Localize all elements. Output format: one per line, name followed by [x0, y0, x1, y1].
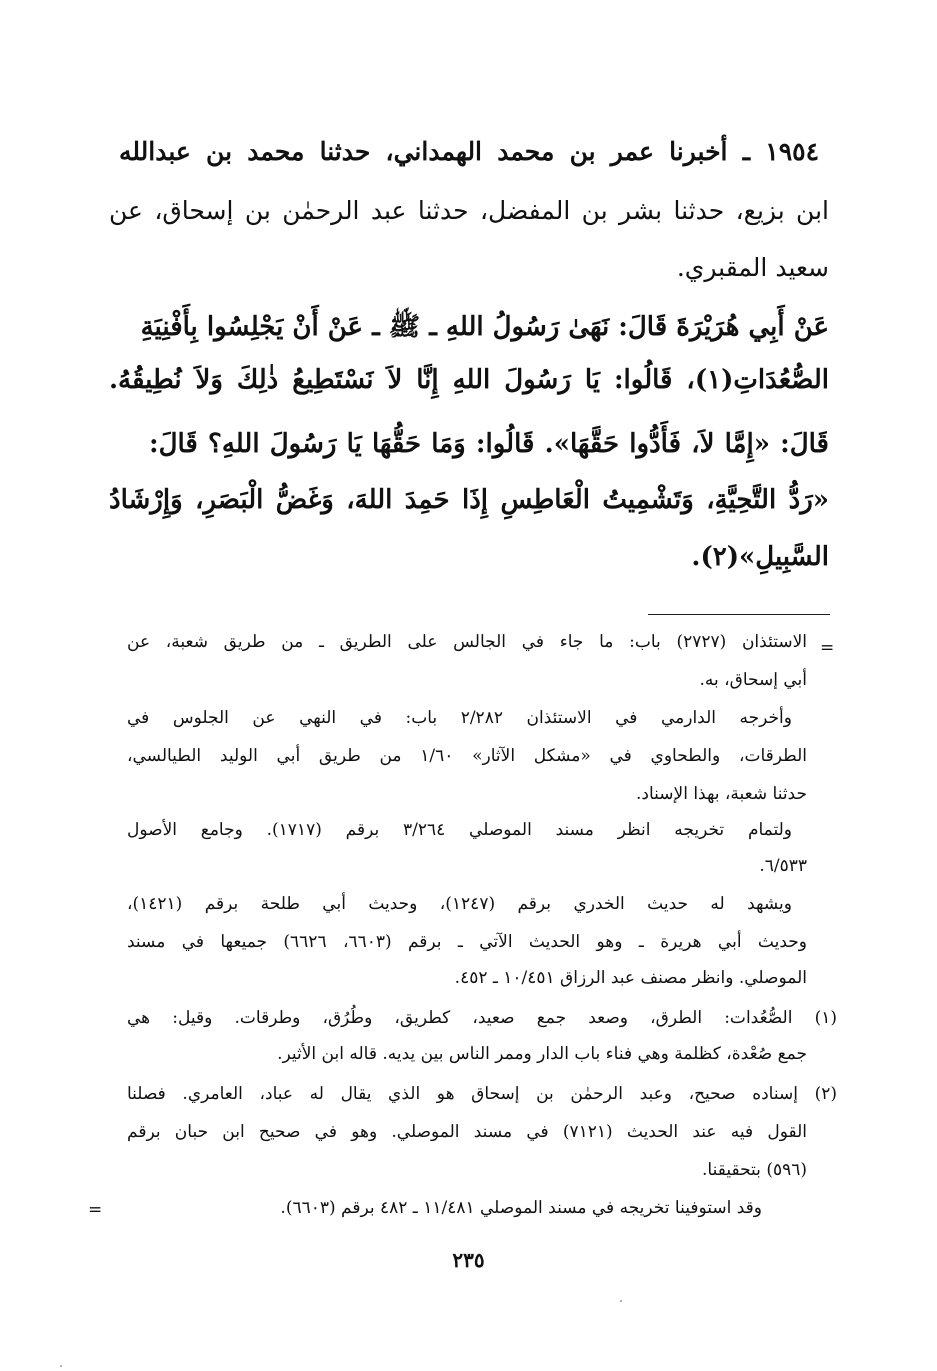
- isnad-line-2: ابن بزيع، حدثنا بشر بن المفضل، حدثنا عبد الرحمٰن بن إسحاق، عن: [109, 196, 829, 225]
- footnote-line: ولتمام تخريجه انظر مسند الموصلي ٣/٢٦٤ برقم (١٧١٧). وجامع الأصول: [127, 820, 793, 840]
- hadith-line-3: قَالَ: «إِمَّا لاَ، فَأَدُّوا حَقَّهَا». قَالُوا: وَمَا حَقُّهَا يَا رَسُولَ اللهِ؟ قَالَ:: [149, 429, 829, 459]
- footnote-separator: [648, 614, 830, 615]
- page-number: ٢٣٥: [452, 1248, 485, 1272]
- footnote-line: ويشهد له حديث الخدري برقم (١٢٤٧)، وحديث أبي طلحة برقم (١٤٢١)،: [127, 894, 792, 914]
- isnad-line-3: سعيد المقبري.: [676, 253, 829, 282]
- hadith-line-1: عَنْ أَبِي هُرَيْرَةَ قَالَ: نَهَىٰ رَسُولُ اللهِ ـ ﷺ ـ عَنْ أَنْ يَجْلِسُوا بِأَفْنِيَةِ: [140, 312, 829, 342]
- hadith-line-2: الصُّعُدَاتِ(١)، قَالُوا: يَا رَسُولَ اللهِ إِنَّا لاَ نَسْتَطِيعُ ذٰلِكَ وَلاَ نُطِيقُهُ.: [109, 365, 829, 395]
- footnote-continuation-marker: =: [820, 638, 835, 658]
- scan-speck: [60, 1365, 62, 1367]
- footnote-line: وأخرجه الدارمي في الاستئذان ٢/٢٨٢ باب: في النهي عن الجلوس في: [127, 708, 792, 728]
- footnote-line: وقد استوفينا تخريجه في مسند الموصلي ١١/٤٨١ ـ ٤٨٢ برقم (٦٦٠٣).: [280, 1198, 762, 1218]
- hadith-line-5: السَّبِيلِ»(٢).: [691, 542, 829, 572]
- hadith-line-4: «رَدُّ التَّحِيَّةِ، وَتَشْمِيتُ الْعَاطِسِ إِذَا حَمِدَ اللهَ، وَغَضُّ الْبَصَرِ، وَإِرْشَادُ: [109, 485, 829, 515]
- footnote-line: حدثنا شعبة، بهذا الإسناد.: [635, 784, 807, 804]
- scan-speck: [620, 1300, 622, 1302]
- footnote-line: الموصلي. وانظر مصنف عبد الرزاق ١٠/٤٥١ ـ ٤٥٢.: [454, 968, 807, 988]
- isnad-line-1: ١٩٥٤ ـ أخبرنا عمر بن محمد الهمداني، حدثنا محمد بن عبدالله: [119, 137, 819, 166]
- footnote-line: الاستئذان (٢٧٢٧) باب: ما جاء في الجالس على الطريق ـ من طريق شعبة، عن: [127, 632, 807, 652]
- footnote-line: (٥٩٦) بتحقيقنا.: [702, 1160, 807, 1180]
- footnote-line: ٦/٥٣٣.: [759, 856, 807, 876]
- footnote-end-marker: =: [88, 1200, 103, 1220]
- footnote-line: (١) الصُّعُدات: الطرق، وصعد جمع صعيد، كطريق، وطُرُق، وطرقات. وقيل: هي: [127, 1008, 837, 1028]
- footnote-line: (٢) إسناده صحيح، وعبد الرحمٰن بن إسحاق هو الذي يقال له عباد، العامري. فصلنا: [127, 1084, 837, 1104]
- footnote-line: جمع صُعْدة، كظلمة وهي فناء باب الدار وممر الناس بين يديه. قاله ابن الأثير.: [277, 1044, 807, 1064]
- footnote-line: أبي إسحاق، به.: [699, 670, 807, 690]
- footnote-line: وحديث أبي هريرة ـ وهو الحديث الآتي ـ برقم (٦٦٠٣، ٦٦٢٦) جميعها في مسند: [127, 932, 807, 952]
- footnote-line: القول فيه عند الحديث (٧١٢١) في مسند الموصلي. وهو في صحيح ابن حبان برقم: [127, 1122, 807, 1142]
- footnote-line: الطرقات، والطحاوي في «مشكل الآثار» ١/٦٠ من طريق أبي الوليد الطيالسي،: [127, 746, 807, 766]
